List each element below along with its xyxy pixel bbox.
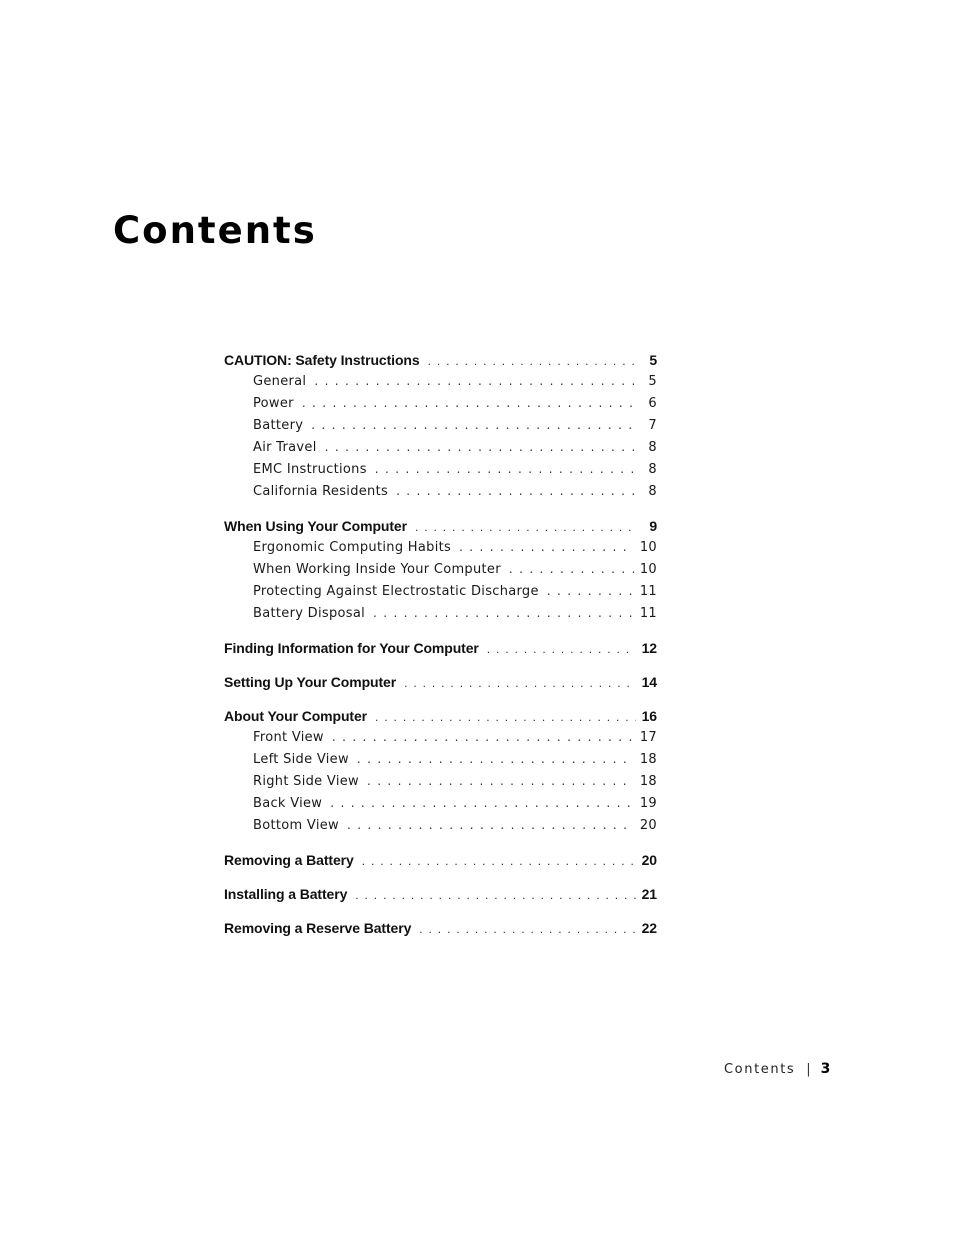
toc-subentry[interactable]	[224, 396, 657, 418]
dot-leader	[487, 642, 636, 656]
dot-leader	[347, 818, 634, 832]
toc-entry-page: 9	[649, 518, 657, 534]
toc-subentry[interactable]	[224, 818, 657, 840]
toc-subentry[interactable]	[224, 562, 657, 584]
toc-subentry-page: 10	[639, 540, 657, 555]
toc-subentry[interactable]	[224, 540, 657, 562]
footer-label: Contents	[724, 1062, 796, 1077]
toc-entry[interactable]	[224, 708, 657, 730]
toc-subentry[interactable]	[224, 584, 657, 606]
toc-section	[224, 708, 657, 840]
toc-section	[224, 352, 657, 506]
toc-subentry-title: California Residents	[253, 484, 389, 499]
dot-leader	[396, 484, 637, 498]
toc-subentry-title: Back View	[253, 796, 323, 811]
dot-leader	[509, 562, 634, 576]
dot-leader	[428, 354, 637, 368]
toc-entry-title: CAUTION: Safety Instructions	[224, 352, 420, 368]
dot-leader	[332, 730, 634, 744]
toc-entry-page: 21	[641, 886, 657, 902]
toc-entry-title: Installing a Battery	[224, 886, 348, 902]
dot-leader	[459, 540, 634, 554]
dot-leader	[325, 440, 637, 454]
toc-section	[224, 518, 657, 628]
toc-entry-page: 20	[641, 852, 657, 868]
toc-subentry-title: When Working Inside Your Computer	[253, 562, 501, 577]
toc-subentry-page: 20	[639, 818, 657, 833]
toc-subentry-title: Ergonomic Computing Habits	[253, 540, 452, 555]
toc-section	[224, 920, 657, 942]
table-of-contents	[224, 352, 657, 954]
dot-leader	[355, 888, 635, 902]
toc-subentry-page: 8	[648, 484, 657, 499]
toc-subentry-page: 11	[639, 584, 657, 599]
dot-leader	[415, 520, 637, 534]
toc-entry[interactable]	[224, 674, 657, 696]
dot-leader	[311, 418, 637, 432]
dot-leader	[547, 584, 634, 598]
toc-subentry[interactable]	[224, 606, 657, 628]
toc-subentry-page: 11	[639, 606, 657, 621]
footer-page-number: 3	[820, 1061, 831, 1077]
toc-subentry-page: 10	[639, 562, 657, 577]
toc-subentry[interactable]	[224, 730, 657, 752]
toc-subentry-page: 8	[648, 462, 657, 477]
toc-entry[interactable]	[224, 518, 657, 540]
dot-leader	[375, 710, 636, 724]
toc-entry-page: 5	[649, 352, 657, 368]
dot-leader	[330, 796, 634, 810]
toc-subentry-page: 18	[639, 774, 657, 789]
toc-entry-title: When Using Your Computer	[224, 518, 407, 534]
toc-entry-title: Finding Information for Your Computer	[224, 640, 479, 656]
toc-subentry-title: Battery Disposal	[253, 606, 365, 621]
toc-entry[interactable]	[224, 352, 657, 374]
toc-section	[224, 886, 657, 908]
toc-subentry-title: Bottom View	[253, 818, 339, 833]
toc-entry-title: Removing a Battery	[224, 852, 354, 868]
toc-subentry-title: Power	[253, 396, 294, 411]
toc-subentry-page: 7	[648, 418, 657, 433]
toc-subentry[interactable]	[224, 796, 657, 818]
toc-entry-page: 22	[641, 920, 657, 936]
toc-subentry-title: Right Side View	[253, 774, 359, 789]
toc-subentry-page: 18	[639, 752, 657, 767]
toc-entry-title: Removing a Reserve Battery	[224, 920, 412, 936]
footer-separator: |	[806, 1062, 811, 1077]
dot-leader	[314, 374, 637, 388]
toc-subentry-page: 19	[639, 796, 657, 811]
toc-subentry[interactable]	[224, 752, 657, 774]
toc-subentry[interactable]	[224, 374, 657, 396]
toc-entry-page: 12	[641, 640, 657, 656]
toc-subentry-title: Battery	[253, 418, 304, 433]
toc-subentry-title: EMC Instructions	[253, 462, 367, 477]
toc-entry[interactable]	[224, 852, 657, 874]
toc-subentry-page: 8	[648, 440, 657, 455]
toc-subentry[interactable]	[224, 462, 657, 484]
dot-leader	[362, 854, 636, 868]
toc-subentry-title: Air Travel	[253, 440, 317, 455]
dot-leader	[367, 774, 634, 788]
toc-subentry-page: 5	[648, 374, 657, 389]
page-footer	[724, 1061, 830, 1077]
toc-entry-title: Setting Up Your Computer	[224, 674, 397, 690]
dot-leader	[419, 922, 635, 936]
toc-subentry[interactable]	[224, 440, 657, 462]
toc-subentry-title: Left Side View	[253, 752, 349, 767]
page-title: Contents	[113, 209, 317, 252]
toc-subentry-title: Protecting Against Electrostatic Discharge	[253, 584, 539, 599]
toc-subentry-title: Front View	[253, 730, 324, 745]
dot-leader	[375, 462, 637, 476]
toc-subentry-title: General	[253, 374, 307, 389]
toc-entry-page: 14	[641, 674, 657, 690]
toc-entry[interactable]	[224, 640, 657, 662]
toc-entry[interactable]	[224, 886, 657, 908]
toc-section	[224, 852, 657, 874]
toc-entry-page: 16	[641, 708, 657, 724]
toc-subentry[interactable]	[224, 418, 657, 440]
toc-subentry[interactable]	[224, 484, 657, 506]
dot-leader	[357, 752, 634, 766]
dot-leader	[404, 676, 636, 690]
toc-section	[224, 674, 657, 696]
toc-subentry-page: 17	[639, 730, 657, 745]
toc-subentry-page: 6	[648, 396, 657, 411]
toc-entry[interactable]	[224, 920, 657, 942]
dot-leader	[373, 606, 634, 620]
dot-leader	[302, 396, 637, 410]
toc-entry-title: About Your Computer	[224, 708, 368, 724]
toc-section	[224, 640, 657, 662]
toc-subentry[interactable]	[224, 774, 657, 796]
